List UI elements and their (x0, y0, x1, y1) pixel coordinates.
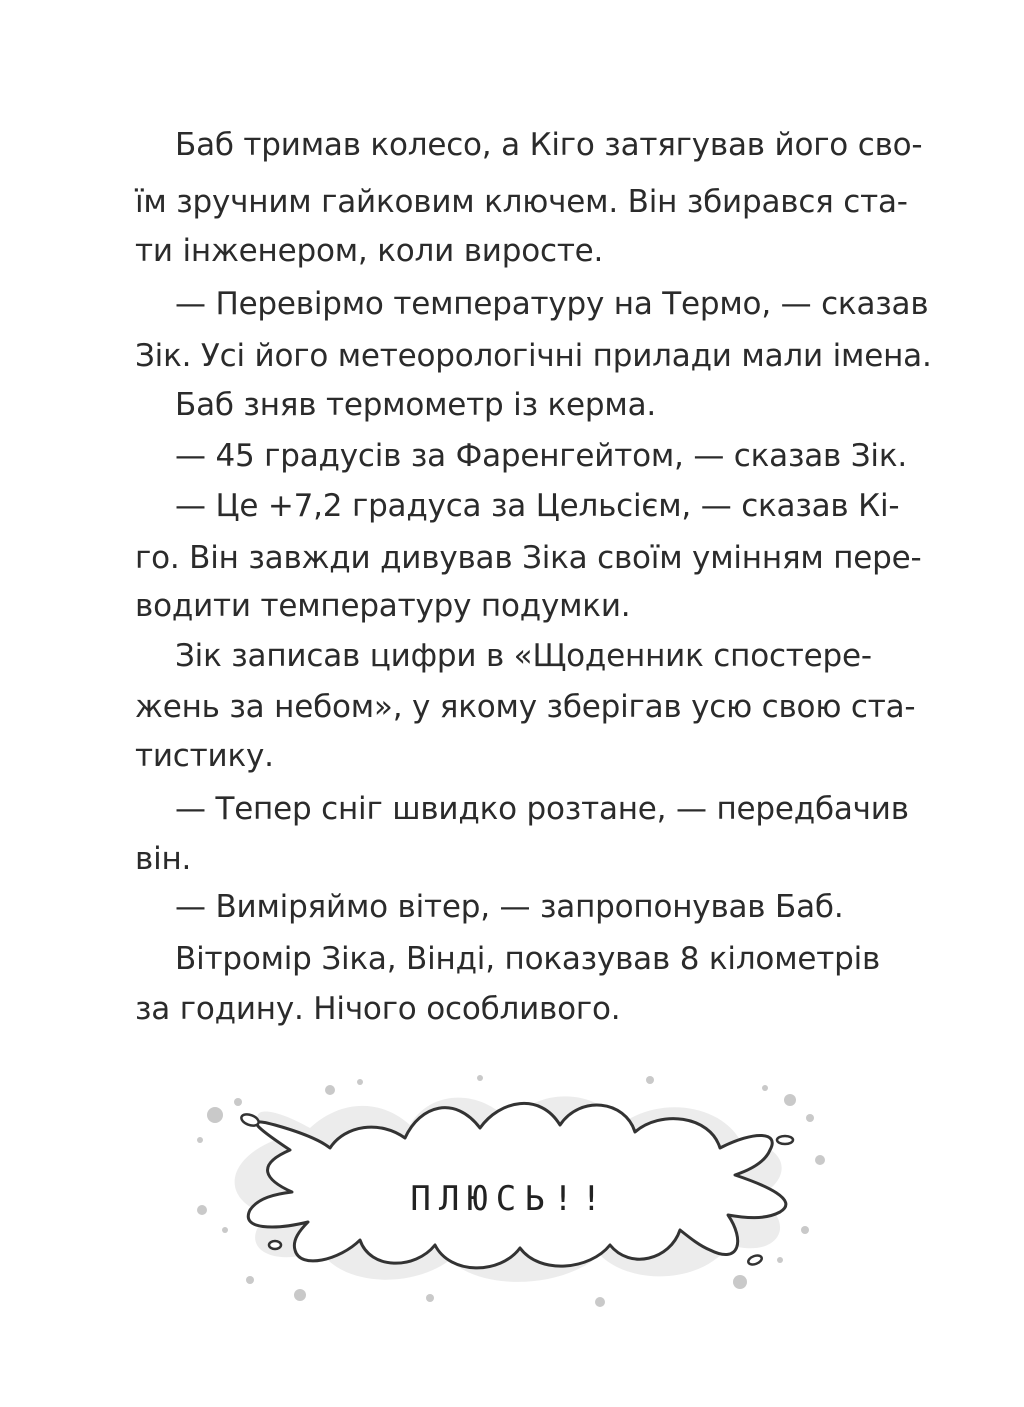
text-line: жень за небом», у якому зберігав усю свою ста- (135, 689, 916, 725)
text-line: він. (135, 841, 192, 877)
text-line: — Це +7,2 градуса за Цельсієм, — сказав Кі- (175, 488, 900, 524)
sound-effect-text: ПЛЮСЬ!! (410, 1179, 610, 1219)
text-line: — Виміряймо вітер, — запропонував Баб. (175, 889, 844, 925)
text-line: водити температуру подумки. (135, 588, 631, 624)
text-line: Зік записав цифри в «Щоденник спостере- (175, 638, 872, 674)
text-line: — Тепер сніг швидко розтане, — передбачив (175, 791, 909, 827)
text-line: го. Він завжди дивував Зіка своїм умінням пере- (135, 540, 922, 576)
text-line: Баб тримав колесо, а Кіго затягував його сво- (175, 127, 923, 163)
text-line: за годину. Нічого особливого. (135, 991, 621, 1027)
text-line: ти інженером, коли виросте. (135, 233, 604, 269)
text-line: їм зручним гайковим ключем. Він збирався ста- (135, 184, 908, 220)
text-line: — 45 градусів за Фаренгейтом, — сказав Зік. (175, 438, 908, 474)
splash-illustration (180, 1070, 840, 1310)
text-line: Зік. Усі його метеорологічні прилади мали імена. (135, 338, 932, 374)
text-line: — Перевірмо температуру на Термо, — сказав (175, 286, 929, 322)
text-line: тистику. (135, 738, 274, 774)
text-line: Баб зняв термометр із керма. (175, 387, 657, 423)
splash-icon (180, 1070, 840, 1310)
text-line: Вітромір Зіка, Вінді, показував 8 кілометрів (175, 941, 881, 977)
